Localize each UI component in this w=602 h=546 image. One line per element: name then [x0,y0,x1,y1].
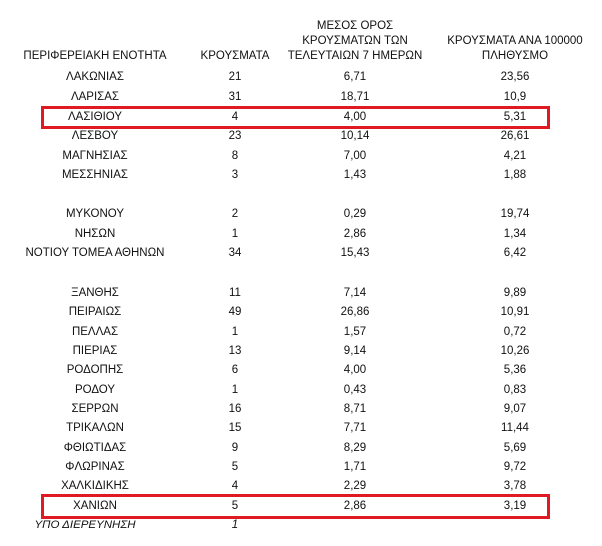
table-cell-region: ΛΕΣΒΟΥ [71,130,119,142]
header-line: ΚΡΟΥΣΜΑΤΩΝ ΤΩΝ [302,35,408,47]
table-cell-avg7: 2,86 [343,228,367,240]
table-cell-region: ΦΛΩΡΙΝΑΣ [65,461,125,473]
table-cell-region: ΜΑΓΝΗΣΙΑΣ [62,150,128,162]
table-cell-cases: 1 [231,326,239,338]
table-cell-avg7: 18,71 [340,91,370,103]
table-cell-avg7: 9,14 [343,345,367,357]
table-cell-per100k: 10,91 [500,306,530,318]
table-cell-region: ΠΕΛΛΑΣ [71,326,119,338]
table-cell-region: ΛΑΣΙΘΙΟΥ [67,111,123,123]
table-cell-region: ΠΙΕΡΙΑΣ [72,345,118,357]
table-cell-cases: 1 [231,384,239,396]
header-line: ΚΡΟΥΣΜΑΤΑ [200,50,270,62]
table-cell-cases: 15 [228,422,242,434]
table-cell-region: ΠΕΙΡΑΙΩΣ [68,306,122,318]
table-cell-cases: 4 [231,111,239,123]
header-line: ΚΡΟΥΣΜΑΤΑ ΑΝΑ 100000 [447,35,583,47]
header-per100k [430,34,600,64]
table-cell-per100k: 3,78 [503,480,527,492]
table-cell-cases: 31 [228,91,242,103]
table-cell-cases: 49 [228,306,242,318]
table-cell-cases: 5 [231,500,239,512]
table-cell-region: ΣΕΡΡΩΝ [71,403,119,415]
table-cell-per100k: 3,19 [503,500,527,512]
table-cell-region: ΤΡΙΚΑΛΩΝ [66,422,124,434]
table-cell-per100k: 10,9 [503,91,527,103]
table-cell-region: ΦΘΙΩΤΙΔΑΣ [63,442,127,454]
table-cell-per100k: 5,36 [503,364,527,376]
table-cell-per100k: 5,31 [503,111,527,123]
table-cell-cases: 4 [231,480,239,492]
table-cell-per100k: 5,69 [503,442,527,454]
table-cell-avg7: 4,00 [343,364,367,376]
table-cell-per100k: 1,34 [503,228,527,240]
table-cell-region: ΝΗΣΩΝ [74,228,116,240]
table-cell-avg7: 1,43 [343,169,367,181]
table-cell-avg7: 8,71 [343,403,367,415]
table-cell-cases: 6 [231,364,239,376]
table-cell-region: ΡΟΔΟΠΗΣ [66,364,124,376]
table-cell-region: ΛΑΡΙΣΑΣ [70,91,120,103]
table-cell-cases: 8 [231,150,239,162]
table-cell-avg7: 2,86 [343,500,367,512]
header-line: ΜΕΣΟΣ ΟΡΟΣ [316,20,394,32]
table-cell-cases: 5 [231,461,239,473]
table-cell-region: ΧΑΛΚΙΔΙΚΗΣ [61,480,129,492]
table-cell-cases: 34 [228,247,242,259]
header-line: ΠΛΗΘΥΣΜΟ [481,50,549,62]
table-cell-avg7: 15,43 [340,247,370,259]
table-cell-cases: 16 [228,403,242,415]
table-cell-region: ΞΑΝΘΗΣ [71,287,119,299]
table-cell-cases: 11 [229,287,241,299]
table-cell-avg7: 1,57 [343,326,367,338]
table-cell-per100k: 10,26 [500,345,530,357]
table-cell-avg7: 7,14 [343,287,367,299]
table-cell-cases: 3 [231,169,239,181]
table-cell-per100k: 9,07 [503,403,527,415]
table-cell-cases: 13 [228,345,242,357]
table-cell-region: ΜΕΣΣΗΝΙΑΣ [61,169,129,181]
table-cell-avg7: 8,29 [343,442,367,454]
table-cell-avg7: 26,86 [340,306,370,318]
table-cell-per100k: 0,83 [503,384,527,396]
table-cell-per100k: 0,72 [503,326,527,338]
table-cell-cases: 9 [231,442,239,454]
table-cell-avg7: 7,00 [343,150,367,162]
table-cell-cases: 21 [228,71,242,83]
table-cell-per100k: 1,88 [503,169,527,181]
table-cell-cases: 23 [228,130,242,142]
table-cell-per100k: 19,74 [500,208,530,220]
table-cell-avg7: 10,14 [340,130,370,142]
table-cell-avg7: 0,43 [343,384,367,396]
table-cell-per100k: 26,61 [500,130,530,142]
table-cell-cases: 2 [231,208,239,220]
table-cell-region: ΝΟΤΙΟΥ ΤΟΜΕΑ ΑΘΗΝΩΝ [25,247,165,259]
table-cell-region: ΛΑΚΩΝΙΑΣ [66,71,124,83]
table-cell-per100k: 11,44 [501,422,529,434]
table-cell-per100k: 9,89 [503,287,527,299]
table-cell-per100k: 4,21 [503,150,527,162]
table-cell-avg7: 1,71 [343,461,367,473]
table-cell-cases: 1 [231,519,239,531]
table-cell-avg7: 7,71 [343,422,367,434]
table-cell-per100k: 23,56 [500,71,530,83]
table-cell-per100k: 9,72 [503,461,527,473]
table-cell-per100k: 6,42 [503,247,527,259]
table-cell-avg7: 2,29 [343,480,367,492]
table-cell-region: ΧΑΝΙΩΝ [73,500,117,512]
table-cell-region: ΡΟΔΟΥ [74,384,116,396]
header-cases [190,49,280,64]
header-avg7 [280,19,430,64]
header-region [0,49,190,64]
header-line: ΠΕΡΙΦΕΡΕΙΑΚΗ ΕΝΟΤΗΤΑ [23,50,167,62]
table-cell-avg7: 4,00 [343,111,367,123]
header-line: ΤΕΛΕΥΤΑΙΩΝ 7 ΗΜΕΡΩΝ [287,50,423,62]
table-cell-avg7: 6,71 [343,71,367,83]
table-cell-region: ΥΠΟ ΔΙΕΡΕΥΝΗΣΗ [34,519,136,531]
table-cell-avg7: 0,29 [343,208,367,220]
table-cell-cases: 1 [231,228,239,240]
table-cell-region: ΜΥΚΟΝΟΥ [65,208,125,220]
